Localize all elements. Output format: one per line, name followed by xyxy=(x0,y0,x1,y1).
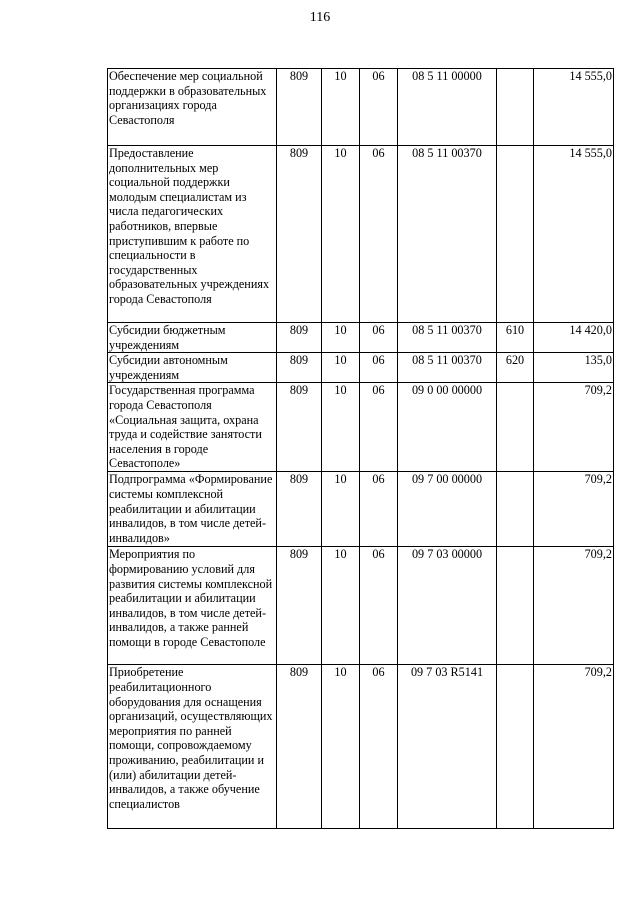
page-number: 116 xyxy=(309,10,331,25)
row-subsection: 06 xyxy=(360,547,398,665)
row-amount: 135,0 xyxy=(534,353,614,383)
row-target-article: 08 5 11 00370 xyxy=(398,323,497,353)
row-subsection: 06 xyxy=(360,323,398,353)
row-name: Мероприятия по формированию условий для развития системы комплексной реабилитации и абилитации инвалидов, в том числе детей-инвалидов, а также ранней помощи в городе Севастополе xyxy=(108,547,277,665)
table-row xyxy=(108,665,614,829)
row-amount: 14 555,0 xyxy=(534,146,614,323)
row-subsection: 06 xyxy=(360,472,398,547)
row-target-article: 09 7 03 00000 xyxy=(398,547,497,665)
row-name: Субсидии автономным учреждениям xyxy=(108,353,277,383)
row-admin-code: 809 xyxy=(277,323,322,353)
row-subsection: 06 xyxy=(360,353,398,383)
row-admin-code: 809 xyxy=(277,146,322,323)
row-amount: 709,2 xyxy=(534,547,614,665)
row-expense-type xyxy=(497,665,534,829)
row-name: Субсидии бюджетным учреждениям xyxy=(108,323,277,353)
table-row xyxy=(108,146,614,323)
table-row xyxy=(108,353,614,383)
row-admin-code: 809 xyxy=(277,69,322,146)
row-expense-type xyxy=(497,69,534,146)
table-row xyxy=(108,323,614,353)
row-section: 10 xyxy=(322,323,360,353)
row-name: Предоставление дополнительных мер социальной поддержки молодым специалистам из числа педагогических работников, впервые приступившим к работе по специальности в государственных образовательных учреждениях города Севастополя xyxy=(108,146,277,323)
row-section: 10 xyxy=(322,146,360,323)
table-row xyxy=(108,547,614,665)
table-row xyxy=(108,472,614,547)
row-expense-type xyxy=(497,383,534,472)
row-amount: 709,2 xyxy=(534,665,614,829)
row-expense-type xyxy=(497,472,534,547)
row-name: Подпрограмма «Формирование системы комплексной реабилитации и абилитации инвалидов, в том числе детей-инвалидов» xyxy=(108,472,277,547)
row-target-article: 08 5 11 00370 xyxy=(398,353,497,383)
table-row xyxy=(108,69,614,146)
row-subsection: 06 xyxy=(360,665,398,829)
row-name: Обеспечение мер социальной поддержки в образовательных организациях города Севастополя xyxy=(108,69,277,146)
row-amount: 14 555,0 xyxy=(534,69,614,146)
row-target-article: 09 7 03 R5141 xyxy=(398,665,497,829)
row-target-article: 09 0 00 00000 xyxy=(398,383,497,472)
row-amount: 709,2 xyxy=(534,472,614,547)
budget-table xyxy=(107,68,614,829)
row-section: 10 xyxy=(322,547,360,665)
row-admin-code: 809 xyxy=(277,383,322,472)
row-expense-type xyxy=(497,146,534,323)
row-target-article: 08 5 11 00000 xyxy=(398,69,497,146)
row-admin-code: 809 xyxy=(277,353,322,383)
row-section: 10 xyxy=(322,69,360,146)
row-admin-code: 809 xyxy=(277,547,322,665)
row-expense-type: 620 xyxy=(497,353,534,383)
row-amount: 709,2 xyxy=(534,383,614,472)
row-name: Приобретение реабилитационного оборудования для оснащения организаций, осуществляющих мероприятия по ранней помощи, сопровождаемому проживанию, реабилитации и (или) абилитации детей-инвалидов, а также обучение специалистов xyxy=(108,665,277,829)
row-section: 10 xyxy=(322,665,360,829)
row-name: Государственная программа города Севастополя «Социальная защита, охрана труда и содействие занятости населения в городе Севастополе» xyxy=(108,383,277,472)
row-target-article: 08 5 11 00370 xyxy=(398,146,497,323)
row-target-article: 09 7 00 00000 xyxy=(398,472,497,547)
row-section: 10 xyxy=(322,472,360,547)
row-subsection: 06 xyxy=(360,383,398,472)
row-expense-type xyxy=(497,547,534,665)
row-section: 10 xyxy=(322,353,360,383)
row-amount: 14 420,0 xyxy=(534,323,614,353)
row-subsection: 06 xyxy=(360,69,398,146)
row-admin-code: 809 xyxy=(277,472,322,547)
table-row xyxy=(108,383,614,472)
row-section: 10 xyxy=(322,383,360,472)
row-subsection: 06 xyxy=(360,146,398,323)
row-expense-type: 610 xyxy=(497,323,534,353)
row-admin-code: 809 xyxy=(277,665,322,829)
